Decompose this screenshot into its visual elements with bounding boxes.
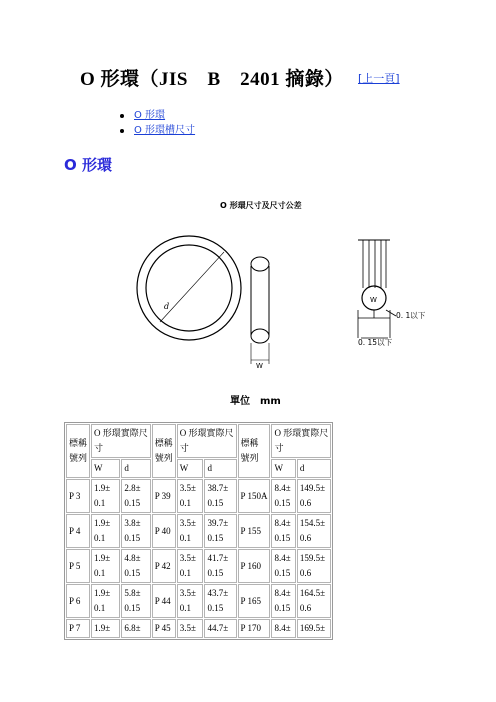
d-cell: 3.8± 0.15 (121, 514, 150, 548)
col-header-d: d (204, 459, 236, 478)
cross-section-detail (358, 240, 396, 338)
w-cell: 8.4± 0.15 (271, 584, 295, 618)
d-cell: 169.5± (297, 619, 331, 638)
col-header-w: W (271, 459, 295, 478)
ring-side-view (251, 257, 269, 364)
table-row (66, 479, 331, 513)
toc-link-o-ring[interactable]: O 形環 (134, 110, 166, 121)
code-cell: P 160 (238, 549, 271, 583)
table-row (66, 549, 331, 583)
col-header-code: 標稱 號列 (238, 424, 271, 478)
o-ring-spec-table (64, 422, 333, 640)
w-cell: 8.4± 0.15 (271, 549, 295, 583)
table-header-row (66, 424, 331, 458)
unit-label: 單位 mm (230, 396, 281, 407)
w-cell: 3.5± 0.1 (177, 549, 204, 583)
table-row (66, 619, 331, 638)
d-cell: 39.7± 0.15 (204, 514, 236, 548)
w-cell: 3.5± 0.1 (177, 514, 204, 548)
section-heading: O 形環 (64, 156, 112, 174)
w-cell: 8.4± 0.15 (271, 514, 295, 548)
code-cell: P 165 (238, 584, 271, 618)
code-cell: P 44 (152, 584, 176, 618)
w-cell: 1.9± 0.1 (91, 584, 120, 618)
o-ring-dimension-figure (120, 188, 440, 374)
col-header-dimension: O 形環實際尺 寸 (271, 424, 331, 458)
w-cell: 3.5± 0.1 (177, 584, 204, 618)
d-cell: 149.5± 0.6 (297, 479, 331, 513)
d-cell: 43.7± 0.15 (204, 584, 236, 618)
code-cell: P 7 (66, 619, 90, 638)
col-header-dimension: O 形環實際尺 寸 (91, 424, 151, 458)
col-header-w: W (91, 459, 120, 478)
w-cell: 1.9± (91, 619, 120, 638)
toc-link-groove-size[interactable]: O 形環槽尺寸 (134, 125, 196, 136)
d-cell: 38.7± 0.15 (204, 479, 236, 513)
table-of-contents (120, 108, 195, 138)
d-cell: 6.8± (121, 619, 150, 638)
w-cell: 3.5± (177, 619, 204, 638)
code-cell: P 4 (66, 514, 90, 548)
section-width-label: W (370, 296, 377, 304)
d-cell: 159.5± 0.6 (297, 549, 331, 583)
w-cell: 1.9± 0.1 (91, 514, 120, 548)
code-cell: P 155 (238, 514, 271, 548)
d-cell: 164.5± 0.6 (297, 584, 331, 618)
d-cell: 154.5± 0.6 (297, 514, 331, 548)
col-header-code: 標稱 號列 (66, 424, 90, 478)
col-header-d: d (297, 459, 331, 478)
d-cell: 44.7± (204, 619, 236, 638)
col-header-dimension: O 形環實際尺 寸 (177, 424, 237, 458)
mismatch-note: 0. 15以下 (358, 338, 393, 347)
table-row (66, 584, 331, 618)
code-cell: P 150A (238, 479, 271, 513)
code-cell: P 5 (66, 549, 90, 583)
code-cell: P 42 (152, 549, 176, 583)
d-cell: 2.8± 0.15 (121, 479, 150, 513)
figure-caption: O 形環尺寸及尺寸公差 (220, 201, 302, 210)
flash-note: 0. 1以下 (396, 311, 426, 320)
diameter-label: d (164, 302, 170, 311)
width-label: W (256, 362, 263, 370)
table-subheader-row (66, 459, 331, 478)
toc-item (120, 123, 195, 138)
d-cell: 5.8± 0.15 (121, 584, 150, 618)
w-cell: 1.9± 0.1 (91, 549, 120, 583)
code-cell: P 6 (66, 584, 90, 618)
toc-item (120, 108, 195, 123)
w-cell: 8.4± 0.15 (271, 479, 295, 513)
d-cell: 41.7± 0.15 (204, 549, 236, 583)
col-header-code: 標稱 號列 (152, 424, 176, 478)
w-cell: 8.4± (271, 619, 295, 638)
code-cell: P 40 (152, 514, 176, 548)
ring-front-view (137, 236, 241, 340)
col-header-d: d (121, 459, 150, 478)
w-cell: 1.9± 0.1 (91, 479, 120, 513)
w-cell: 3.5± 0.1 (177, 479, 204, 513)
code-cell: P 45 (152, 619, 176, 638)
code-cell: P 39 (152, 479, 176, 513)
code-cell: P 170 (238, 619, 271, 638)
d-cell: 4.8± 0.15 (121, 549, 150, 583)
code-cell: P 3 (66, 479, 90, 513)
previous-page-link[interactable]: [上一頁] (358, 72, 400, 85)
page-title: O 形環（JIS B 2401 摘錄） (80, 69, 344, 90)
col-header-w: W (177, 459, 204, 478)
table-row (66, 514, 331, 548)
